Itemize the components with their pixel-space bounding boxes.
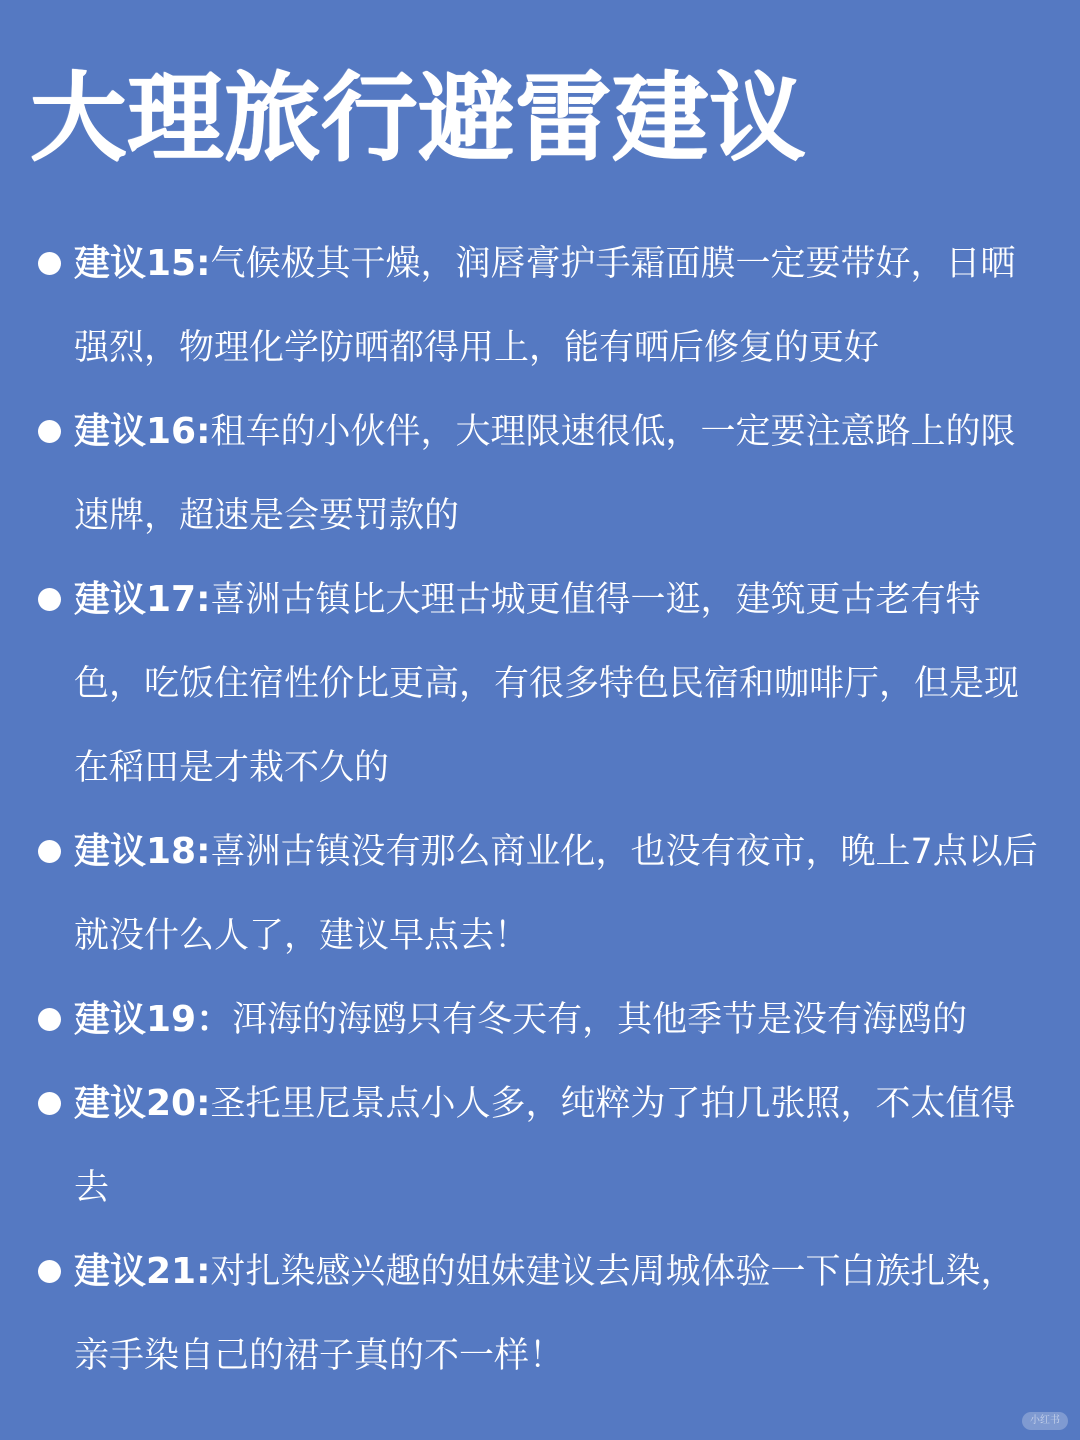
tip-label: 建议17: — [74, 579, 211, 620]
tip-text: 租车的小伙伴，大理限速很低，一定要注意路上的限速牌，超速是会要罚款的 — [74, 412, 1016, 536]
tip-item — [0, 390, 1080, 558]
tip-text: 喜洲古镇没有那么商业化，也没有夜市，晚上7点以后就没什么人了，建议早点去！ — [74, 832, 1038, 956]
bullet-icon — [38, 840, 61, 863]
tips-list — [0, 222, 1080, 1398]
tip-text: 喜洲古镇比大理古城更值得一逛，建筑更古老有特色，吃饭住宿性价比更高，有很多特色民宿和咖啡厅，但是现在稻田是才栽不久的 — [74, 580, 1020, 788]
tip-text: 洱海的海鸥只有冬天有，其他季节是没有海鸥的 — [232, 1000, 968, 1040]
watermark-logo: 小红书 — [1022, 1412, 1068, 1430]
bullet-icon — [38, 1092, 61, 1115]
tip-item — [0, 978, 1080, 1062]
tip-label: 建议20: — [74, 1083, 211, 1124]
tip-item — [0, 810, 1080, 978]
tip-label: 建议19： — [74, 999, 233, 1040]
tip-label: 建议18: — [74, 831, 211, 872]
tip-item — [0, 1230, 1080, 1398]
tip-label: 建议16: — [74, 411, 211, 452]
tip-text: 气候极其干燥，润唇膏护手霜面膜一定要带好，日晒强烈，物理化学防晒都得用上，能有晒后修复的更好 — [74, 244, 1016, 368]
page-title: 大理旅行避雷建议 — [30, 62, 806, 174]
tip-label: 建议15: — [74, 243, 211, 284]
tip-text: 对扎染感兴趣的姐妹建议去周城体验一下白族扎染，亲手染自己的裙子真的不一样！ — [74, 1252, 1016, 1376]
tip-label: 建议21: — [74, 1251, 211, 1292]
bullet-icon — [38, 588, 61, 611]
tip-item — [0, 1062, 1080, 1230]
tip-item — [0, 558, 1080, 810]
bullet-icon — [38, 1260, 61, 1283]
tip-item — [0, 222, 1080, 390]
bullet-icon — [38, 252, 61, 275]
bullet-icon — [38, 420, 61, 443]
bullet-icon — [38, 1008, 61, 1031]
tip-text: 圣托里尼景点小人多，纯粹为了拍几张照，不太值得去 — [74, 1084, 1016, 1208]
